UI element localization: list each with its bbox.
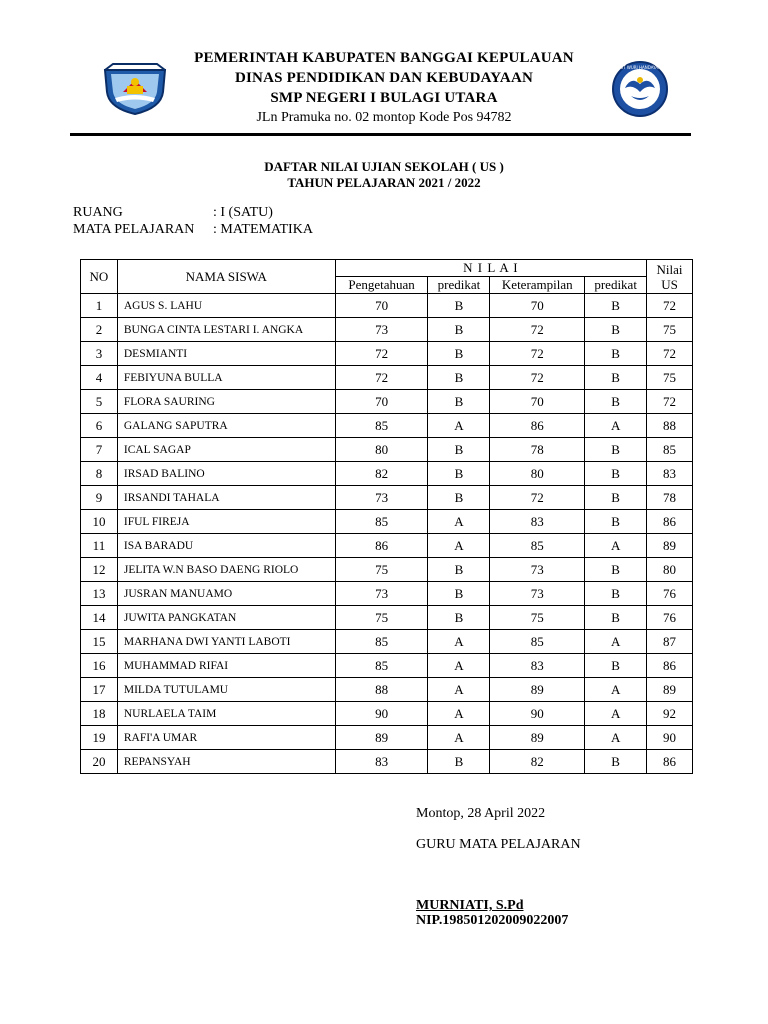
cell-nilai-us: 75 <box>647 318 693 342</box>
cell-predikat-2: B <box>585 342 647 366</box>
cell-nama: ICAL SAGAP <box>117 438 335 462</box>
cell-nama: RAFI'A UMAR <box>117 726 335 750</box>
header-line-1: PEMERINTAH KABUPATEN BANGGAI KEPULAUAN <box>194 50 574 66</box>
ruang-label: RUANG <box>73 205 123 220</box>
cell-nilai-us: 87 <box>647 630 693 654</box>
cell-no: 3 <box>81 342 118 366</box>
table-row <box>81 750 693 774</box>
cell-predikat-1: A <box>428 534 490 558</box>
cell-keterampilan: 73 <box>490 582 585 606</box>
cell-keterampilan: 89 <box>490 726 585 750</box>
cell-no: 11 <box>81 534 118 558</box>
table-row <box>81 558 693 582</box>
cell-predikat-1: B <box>428 438 490 462</box>
cell-pengetahuan: 85 <box>335 510 428 534</box>
signatory-role: GURU MATA PELAJARAN <box>416 837 581 852</box>
header-nilai-us <box>647 260 693 294</box>
cell-no: 14 <box>81 606 118 630</box>
cell-nilai-us: 72 <box>647 390 693 414</box>
cell-nama: IFUL FIREJA <box>117 510 335 534</box>
cell-nilai-us: 92 <box>647 702 693 726</box>
cell-nama: NURLAELA TAIM <box>117 702 335 726</box>
logo-motto-text: TUT WURI HANDAYANI <box>617 65 663 70</box>
header-nilai-us-line2: US <box>661 276 678 292</box>
cell-keterampilan: 89 <box>490 678 585 702</box>
cell-keterampilan: 70 <box>490 294 585 318</box>
cell-nilai-us: 72 <box>647 342 693 366</box>
cell-predikat-2: A <box>585 726 647 750</box>
cell-nama: MARHANA DWI YANTI LABOTI <box>117 630 335 654</box>
cell-nilai-us: 89 <box>647 534 693 558</box>
cell-nilai-us: 86 <box>647 750 693 774</box>
cell-nama: AGUS S. LAHU <box>117 294 335 318</box>
cell-nilai-us: 76 <box>647 606 693 630</box>
cell-predikat-1: B <box>428 462 490 486</box>
cell-predikat-1: A <box>428 678 490 702</box>
grades-table-body <box>81 294 693 774</box>
cell-predikat-1: B <box>428 318 490 342</box>
header-nama-siswa: NAMA SISWA <box>117 260 335 294</box>
cell-nilai-us: 90 <box>647 726 693 750</box>
cell-nilai-us: 83 <box>647 462 693 486</box>
cell-no: 2 <box>81 318 118 342</box>
cell-no: 16 <box>81 654 118 678</box>
cell-predikat-2: B <box>585 606 647 630</box>
cell-no: 4 <box>81 366 118 390</box>
cell-predikat-2: B <box>585 390 647 414</box>
cell-no: 13 <box>81 582 118 606</box>
table-row <box>81 342 693 366</box>
cell-nilai-us: 89 <box>647 678 693 702</box>
cell-no: 9 <box>81 486 118 510</box>
cell-pengetahuan: 75 <box>335 558 428 582</box>
cell-keterampilan: 75 <box>490 606 585 630</box>
cell-keterampilan: 82 <box>490 750 585 774</box>
cell-nama: MUHAMMAD RIFAI <box>117 654 335 678</box>
cell-predikat-1: A <box>428 414 490 438</box>
cell-no: 1 <box>81 294 118 318</box>
cell-nilai-us: 78 <box>647 486 693 510</box>
cell-keterampilan: 90 <box>490 702 585 726</box>
cell-predikat-1: A <box>428 654 490 678</box>
cell-predikat-1: B <box>428 294 490 318</box>
cell-nama: FEBIYUNA BULLA <box>117 366 335 390</box>
cell-nama: BUNGA CINTA LESTARI I. ANGKA <box>117 318 335 342</box>
cell-predikat-1: A <box>428 630 490 654</box>
table-row <box>81 294 693 318</box>
table-row <box>81 702 693 726</box>
cell-no: 6 <box>81 414 118 438</box>
table-row <box>81 534 693 558</box>
cell-predikat-1: B <box>428 486 490 510</box>
cell-nama: JUSRAN MANUAMO <box>117 582 335 606</box>
table-row <box>81 438 693 462</box>
cell-keterampilan: 80 <box>490 462 585 486</box>
cell-predikat-2: B <box>585 582 647 606</box>
cell-nilai-us: 86 <box>647 654 693 678</box>
cell-pengetahuan: 72 <box>335 342 428 366</box>
cell-predikat-1: B <box>428 342 490 366</box>
cell-pengetahuan: 86 <box>335 534 428 558</box>
mapel-value: : MATEMATIKA <box>213 222 313 237</box>
table-row <box>81 678 693 702</box>
cell-nama: REPANSYAH <box>117 750 335 774</box>
signatory-nip: NIP.198501202009022007 <box>416 913 569 928</box>
table-row <box>81 414 693 438</box>
cell-nilai-us: 75 <box>647 366 693 390</box>
header-keterampilan: Keterampilan <box>490 277 585 294</box>
cell-predikat-1: A <box>428 726 490 750</box>
cell-nama: ISA BARADU <box>117 534 335 558</box>
table-row <box>81 510 693 534</box>
cell-predikat-2: B <box>585 558 647 582</box>
table-row <box>81 630 693 654</box>
cell-keterampilan: 83 <box>490 654 585 678</box>
cell-pengetahuan: 72 <box>335 366 428 390</box>
cell-nilai-us: 76 <box>647 582 693 606</box>
signatory-name: MURNIATI, S.Pd <box>416 898 524 913</box>
cell-predikat-1: A <box>428 702 490 726</box>
cell-predikat-1: B <box>428 366 490 390</box>
cell-no: 8 <box>81 462 118 486</box>
table-row <box>81 582 693 606</box>
header-line-3: SMP NEGERI I BULAGI UTARA <box>270 90 498 106</box>
cell-keterampilan: 83 <box>490 510 585 534</box>
cell-predikat-1: B <box>428 606 490 630</box>
cell-keterampilan: 73 <box>490 558 585 582</box>
cell-pengetahuan: 88 <box>335 678 428 702</box>
cell-nama: MILDA TUTULAMU <box>117 678 335 702</box>
cell-predikat-1: B <box>428 558 490 582</box>
cell-predikat-1: A <box>428 510 490 534</box>
cell-predikat-2: B <box>585 438 647 462</box>
cell-keterampilan: 85 <box>490 534 585 558</box>
cell-pengetahuan: 83 <box>335 750 428 774</box>
cell-nama: IRSAD BALINO <box>117 462 335 486</box>
cell-pengetahuan: 82 <box>335 462 428 486</box>
cell-nilai-us: 72 <box>647 294 693 318</box>
cell-predikat-2: B <box>585 750 647 774</box>
cell-keterampilan: 86 <box>490 414 585 438</box>
cell-keterampilan: 72 <box>490 342 585 366</box>
grades-table <box>80 259 693 774</box>
cell-keterampilan: 72 <box>490 486 585 510</box>
cell-pengetahuan: 85 <box>335 654 428 678</box>
table-row <box>81 462 693 486</box>
cell-keterampilan: 70 <box>490 390 585 414</box>
ruang-value: : I (SATU) <box>213 205 273 220</box>
cell-keterampilan: 85 <box>490 630 585 654</box>
table-row <box>81 486 693 510</box>
cell-predikat-2: A <box>585 630 647 654</box>
cell-no: 12 <box>81 558 118 582</box>
cell-no: 7 <box>81 438 118 462</box>
cell-predikat-2: A <box>585 534 647 558</box>
cell-pengetahuan: 70 <box>335 294 428 318</box>
cell-predikat-2: A <box>585 414 647 438</box>
cell-nilai-us: 80 <box>647 558 693 582</box>
cell-predikat-2: B <box>585 462 647 486</box>
cell-pengetahuan: 73 <box>335 318 428 342</box>
cell-keterampilan: 72 <box>490 318 585 342</box>
header-predikat-1: predikat <box>428 277 490 294</box>
header-no: NO <box>81 260 118 294</box>
cell-no: 19 <box>81 726 118 750</box>
cell-no: 15 <box>81 630 118 654</box>
cell-pengetahuan: 73 <box>335 582 428 606</box>
cell-nama: GALANG SAPUTRA <box>117 414 335 438</box>
cell-pengetahuan: 90 <box>335 702 428 726</box>
cell-keterampilan: 72 <box>490 366 585 390</box>
cell-nama: JUWITA PANGKATAN <box>117 606 335 630</box>
table-row <box>81 366 693 390</box>
cell-nilai-us: 86 <box>647 510 693 534</box>
header-line-2: DINAS PENDIDIKAN DAN KEBUDAYAAN <box>234 70 534 86</box>
cell-pengetahuan: 70 <box>335 390 428 414</box>
cell-predikat-2: B <box>585 510 647 534</box>
cell-nama: FLORA SAURING <box>117 390 335 414</box>
cell-no: 18 <box>81 702 118 726</box>
mapel-label: MATA PELAJARAN <box>73 222 195 237</box>
cell-predikat-2: B <box>585 366 647 390</box>
table-row <box>81 726 693 750</box>
cell-pengetahuan: 75 <box>335 606 428 630</box>
table-row <box>81 390 693 414</box>
cell-predikat-1: B <box>428 582 490 606</box>
cell-predikat-2: B <box>585 318 647 342</box>
cell-no: 20 <box>81 750 118 774</box>
cell-nilai-us: 88 <box>647 414 693 438</box>
header-predikat-2: predikat <box>585 277 647 294</box>
cell-predikat-2: A <box>585 678 647 702</box>
cell-predikat-2: A <box>585 702 647 726</box>
cell-pengetahuan: 85 <box>335 630 428 654</box>
cell-no: 10 <box>81 510 118 534</box>
place-date: Montop, 28 April 2022 <box>416 806 546 821</box>
cell-pengetahuan: 80 <box>335 438 428 462</box>
cell-nama: DESMIANTI <box>117 342 335 366</box>
cell-predikat-1: B <box>428 750 490 774</box>
cell-no: 17 <box>81 678 118 702</box>
cell-nama: JELITA W.N BASO DAENG RIOLO <box>117 558 335 582</box>
table-row <box>81 654 693 678</box>
cell-no: 5 <box>81 390 118 414</box>
cell-pengetahuan: 89 <box>335 726 428 750</box>
cell-predikat-2: B <box>585 654 647 678</box>
table-row <box>81 606 693 630</box>
cell-nilai-us: 85 <box>647 438 693 462</box>
cell-predikat-2: B <box>585 486 647 510</box>
header-nilai: N I L A I <box>335 260 646 277</box>
cell-predikat-1: B <box>428 390 490 414</box>
document-title: DAFTAR NILAI UJIAN SEKOLAH ( US ) <box>264 159 504 174</box>
header-divider <box>70 133 691 136</box>
table-row <box>81 318 693 342</box>
cell-predikat-2: B <box>585 294 647 318</box>
header-nilai-us-line1: Nilai <box>656 261 683 277</box>
cell-pengetahuan: 85 <box>335 414 428 438</box>
cell-keterampilan: 78 <box>490 438 585 462</box>
cell-pengetahuan: 73 <box>335 486 428 510</box>
header-address: JLn Pramuka no. 02 montop Kode Pos 94782 <box>256 110 512 125</box>
cell-nama: IRSANDI TAHALA <box>117 486 335 510</box>
header-pengetahuan: Pengetahuan <box>335 277 428 294</box>
document-subtitle: TAHUN PELAJARAN 2021 / 2022 <box>287 175 481 190</box>
